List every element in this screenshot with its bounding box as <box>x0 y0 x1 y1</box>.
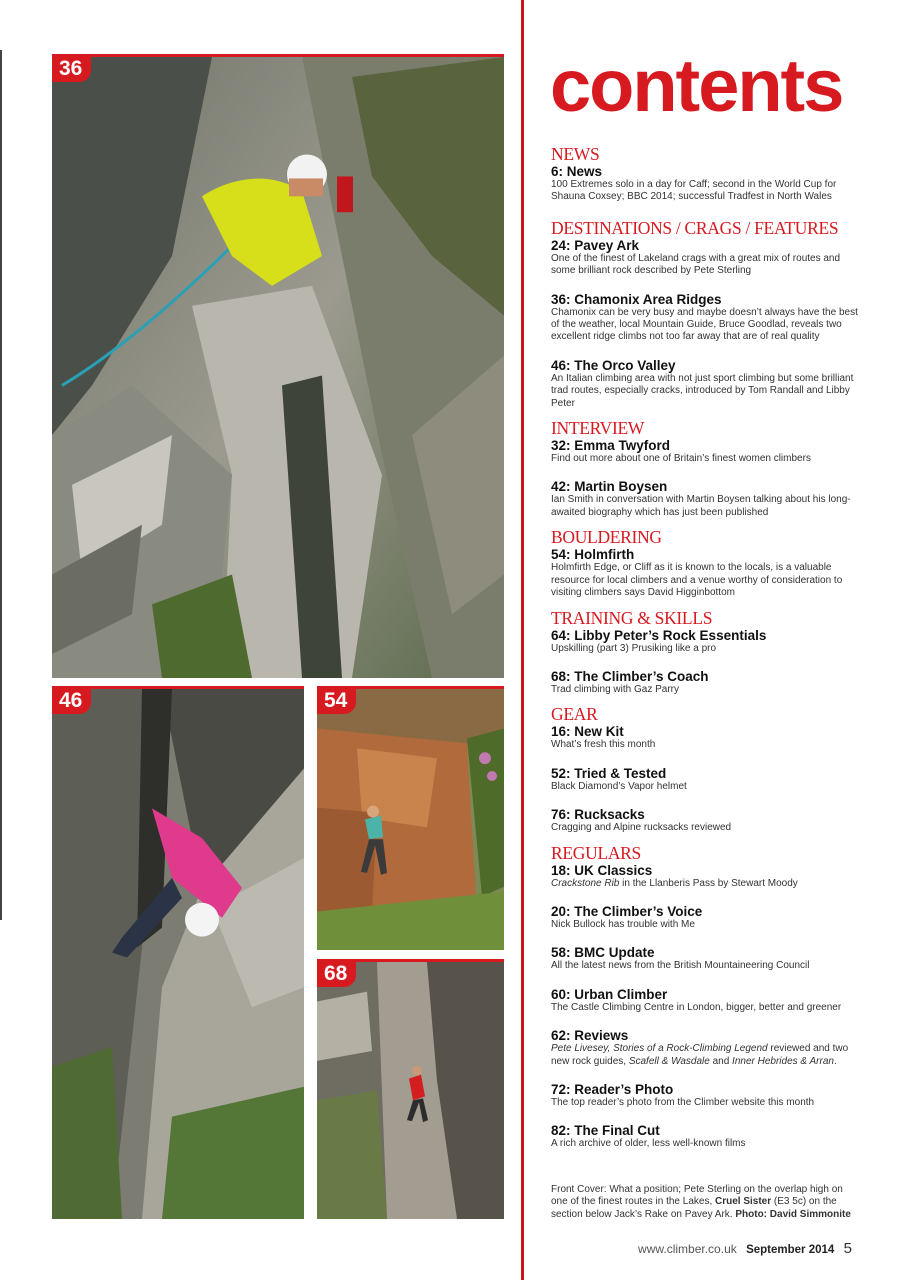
entry-title: 16: New Kit <box>551 724 624 740</box>
entry-description: What’s fresh this month <box>551 739 656 751</box>
entry-title: 58: BMC Update <box>551 945 655 961</box>
toc-entry[interactable] <box>551 238 861 278</box>
entry-description: Upskilling (part 3) Prusiking like a pro <box>551 642 717 654</box>
entry-title: 6: News <box>551 164 603 179</box>
entry-description: Cragging and Alpine rucksacks reviewed <box>551 822 732 834</box>
page-spine-divider <box>521 0 524 1280</box>
toc-entry[interactable] <box>551 292 861 344</box>
photo-climbers-coach <box>317 959 504 1219</box>
toc-entry[interactable] <box>551 1082 861 1109</box>
page-footer <box>638 1240 852 1257</box>
entry-title: 54: Holmfirth <box>551 547 635 563</box>
section-heading-interview: INTERVIEW <box>551 418 645 439</box>
caption-text: Front Cover: What a position; Pete Sterling on the overlap high on one of the finest routes in the Lakes, <box>551 1184 843 1208</box>
entry-title: 82: The Final Cut <box>551 1123 660 1139</box>
entry-description <box>551 1043 861 1068</box>
entry-title: 64: Libby Peter’s Rock Essentials <box>551 627 767 643</box>
entry-description: Black Diamond’s Vapor helmet <box>551 780 687 792</box>
climber-yellow-jacket-image <box>52 57 504 678</box>
issue-date: September 2014 <box>746 1244 835 1256</box>
toc-entry[interactable] <box>551 904 861 931</box>
photo-page-number: 36 <box>52 57 91 82</box>
caption-text: (E3 5c) on the section below Jack’s Rake on Pavey Ark. <box>551 1196 837 1220</box>
entry-title: 42: Martin Boysen <box>551 479 668 495</box>
section-heading-bouldering: BOULDERING <box>551 527 662 548</box>
page-number: 5 <box>843 1240 852 1257</box>
entry-title: 68: The Climber’s Coach <box>551 668 709 684</box>
photo-chamonix-ridges <box>52 54 504 678</box>
entry-description: 100 Extremes solo in a day for Caff; second in the World Cup for Shauna Coxsey; BBC 2014; successful Tradfest in North Wales <box>551 179 837 203</box>
toc-entry[interactable] <box>551 628 861 655</box>
photo-page-number: 54 <box>317 689 356 714</box>
toc-entry[interactable] <box>551 164 861 204</box>
entry-title: 24: Pavey Ark <box>551 237 640 253</box>
entry-title: 18: UK Classics <box>551 862 653 878</box>
toc-entry[interactable] <box>551 438 861 465</box>
entry-description <box>551 878 861 890</box>
entry-description: Trad climbing with Gaz Parry <box>551 683 679 695</box>
section-heading-training: TRAINING & SKILLS <box>551 607 713 628</box>
entry-description: The top reader’s photo from the Climber website this month <box>551 1096 815 1108</box>
toc-entry[interactable] <box>551 863 861 890</box>
italic-book-title: Scafell & Wasdale <box>628 1055 710 1067</box>
italic-book-title: Inner Hebrides & Arran <box>732 1055 834 1067</box>
entry-description: Find out more about one of Britain’s finest women climbers <box>551 453 811 465</box>
toc-entry[interactable] <box>551 807 861 834</box>
entry-title: 62: Reviews <box>551 1028 629 1044</box>
toc-entry[interactable] <box>551 1028 861 1068</box>
section-heading-destinations: DESTINATIONS / CRAGS / FEATURES <box>551 217 839 238</box>
entry-title: 46: The Orco Valley <box>551 357 676 373</box>
entry-description: Chamonix can be very busy and maybe doesn’t always have the best of the weather, local Mountain Guide, Bruce Goodlad, reveals two excellent ridge climbs not too far away that are of real quality <box>551 306 858 343</box>
caption-route-name: Cruel Sister <box>715 1196 772 1208</box>
italic-book-title: Pete Livesey, Stories of a Rock-Climbing Legend <box>551 1043 768 1055</box>
boulderer-gritstone-image <box>317 689 504 950</box>
entry-title: 76: Rucksacks <box>551 807 645 823</box>
front-cover-caption <box>551 1184 861 1221</box>
entry-title: 36: Chamonix Area Ridges <box>551 291 722 307</box>
photo-page-number: 68 <box>317 962 356 987</box>
climber-pink-jacket-image <box>52 689 304 1219</box>
desc-text: in the Llanberis Pass by Stewart Moody <box>619 877 798 889</box>
entry-title: 52: Tried & Tested <box>551 765 667 781</box>
entry-description: Holmfirth Edge, or Cliff as it is known to the locals, is a valuable resource for local climbers and a venue worthy of consideration to visiting climbers says David Higginbottom <box>551 562 843 599</box>
entry-description: All the latest news from the British Mountaineering Council <box>551 960 810 972</box>
page-edge-line <box>0 50 2 920</box>
desc-text: reviewed and two new rock guides, <box>551 1043 849 1067</box>
entry-description: Nick Bullock has trouble with Me <box>551 918 695 930</box>
italic-route-name: Crackstone Rib <box>551 877 620 889</box>
desc-text: and <box>709 1055 733 1067</box>
section-heading-gear: GEAR <box>551 704 598 725</box>
section-heading-news: NEWS <box>551 144 600 164</box>
toc-entry[interactable] <box>551 766 861 793</box>
toc-entry[interactable] <box>551 547 861 599</box>
toc-entry[interactable] <box>551 358 861 410</box>
photo-holmfirth <box>317 686 504 950</box>
toc-entry[interactable] <box>551 945 861 972</box>
entry-description: An Italian climbing area with not just sport climbing but some brilliant trad routes, especially cracks, introduced by Tom Randall and Libby Peter <box>551 372 854 409</box>
entry-description: Ian Smith in conversation with Martin Boysen talking about his long-awaited biography which has just been published <box>551 494 851 518</box>
toc-entry[interactable] <box>551 987 861 1014</box>
entry-title: 32: Emma Twyford <box>551 438 671 454</box>
toc-entry[interactable] <box>551 1123 861 1150</box>
toc-entry[interactable] <box>551 724 861 751</box>
page-title: contents <box>550 44 843 127</box>
caption-photo-credit: Photo: David Simmonite <box>735 1208 851 1220</box>
photo-page-number: 46 <box>52 689 91 714</box>
entry-title: 20: The Climber’s Voice <box>551 903 703 919</box>
entry-title: 60: Urban Climber <box>551 986 668 1002</box>
toc-entry[interactable] <box>551 669 861 696</box>
entry-description: A rich archive of older, less well-known films <box>551 1138 746 1150</box>
table-of-contents <box>551 144 861 1151</box>
entry-description: The Castle Climbing Centre in London, bigger, better and greener <box>551 1001 842 1013</box>
entry-title: 72: Reader’s Photo <box>551 1081 674 1097</box>
entry-description: One of the finest of Lakeland crags with a great mix of routes and some brilliant rock described by Pete Sterling <box>551 252 841 277</box>
section-heading-regulars: REGULARS <box>551 842 641 863</box>
photo-orco-valley <box>52 686 304 1219</box>
toc-entry[interactable] <box>551 479 861 519</box>
climber-red-top-image <box>317 962 504 1219</box>
website-link[interactable]: www.climber.co.uk <box>638 1242 737 1256</box>
desc-text: . <box>833 1055 837 1067</box>
